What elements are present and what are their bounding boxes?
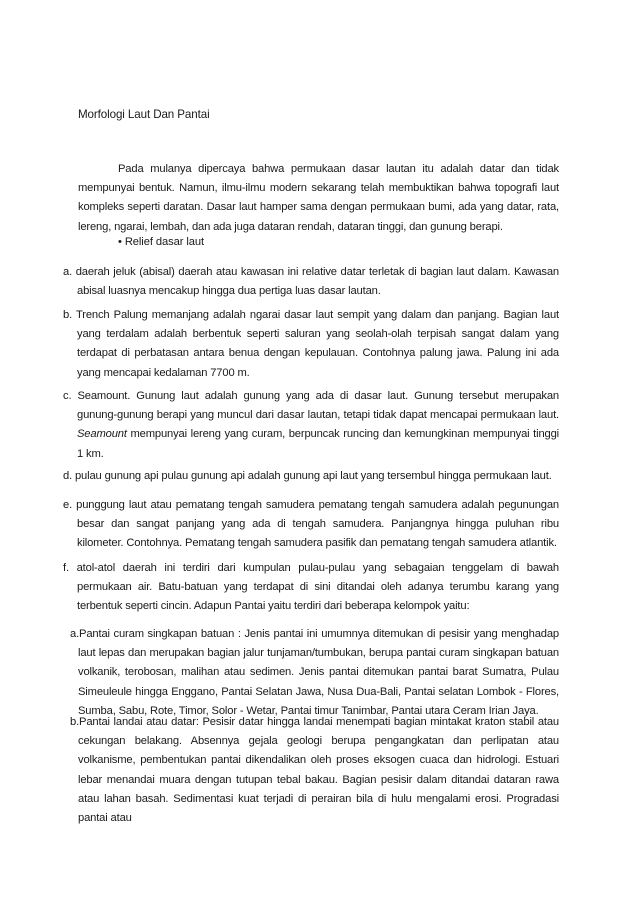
document-title: Morfologi Laut Dan Pantai bbox=[78, 108, 210, 121]
list-item-a: a. daerah jeluk (abisal) daerah atau kawasan ini relative datar terletak di bagian laut dalam. Kawasan abisal luasnya mencakup hingga dua pertiga luas dasar lautan. bbox=[63, 266, 559, 298]
list-item-c bbox=[63, 387, 559, 464]
seamount-italic: Seamount bbox=[77, 428, 127, 441]
list-item-f: f. atol-atol daerah ini terdiri dari kumpulan pulau-pulau yang sebagaian tenggelam di bawah permukaan air. Batu-batuan yang terdapat di sini ditandai oleh adanya terumbu karang yang terbentuk seperti cincin. Adapun Pantai yaitu terdiri dari beberapa kelompok yaitu: bbox=[63, 562, 559, 613]
intro-paragraph: Pada mulanya dipercaya bahwa permukaan dasar lautan itu adalah datar dan tidak mempunyai bentuk. Namun, ilmu-ilmu modern sekarang telah membuktikan bahwa topografi laut kompleks seperti daratan. Dasar laut hamper sama dengan permukaan bumi, ada yang datar, rata, lereng, ngarai, lembah, dan ada juga dataran rendah, dataran tinggi, dan gunung berapi. bbox=[78, 163, 559, 233]
bullet-heading: • Relief dasar laut bbox=[118, 236, 204, 248]
list-item-b: b. Trench Palung memanjang adalah ngarai dasar laut sempit yang dalam dan panjang. Bagian laut yang terdalam adalah berbentuk seperti saluran yang seolah-olah terpisah sangat dalam yang terdapat di perbatasan antara benua dengan kepulauan. Contohnya palung jawa. Palung ini ada yang mencapai kedalaman 7700 m. bbox=[63, 309, 559, 379]
list-item-e: e. punggung laut atau pematang tengah samudera pematang tengah samudera adalah pegunungan besar dan sangat panjang yang ada di tengah samudera. Panjangnya hingga puluhan ribu kilometer. Contohnya. Pematang tengah samudera pasifik dan pematang tengah samudera atlantik. bbox=[63, 499, 559, 550]
sub-item-a: a.Pantai curam singkapan batuan : Jenis pantai ini umumnya ditemukan di pesisir yang menghadap laut lepas dan merupakan bagian jalur tunjaman/tumbukan, berupa pantai curam singkapan batuan volkanik, terobosan, malihan atau sedimen. Jenis pantai ditemukan pantai barat Sumatra, Pulau Simeuleule hingga Enggano, Pantai Selatan Jawa, Nusa Dua-Bali, Pantai selatan Lombok - Flores, Sumba, Sabu, Rote, Timor, Solor - Wetar, Pantai timur Tanimbar, Pantai utara Ceram Irian Jaya. bbox=[70, 628, 559, 717]
list-item-c-text: c. Seamount. Gunung laut adalah gunung yang ada di dasar laut. Gunung tersebut merupakan gunung-gunung berapi yang muncul dari dasar lautan, tetapi tidak dapat mencapai permukaan laut. bbox=[63, 390, 559, 422]
list-item-c-text-end: mempunyai lereng yang curam, berpuncak runcing dan kemungkinan mempunyai tinggi 1 km. bbox=[77, 428, 559, 460]
sub-item-b: b.Pantai landai atau datar: Pesisir datar hingga landai menempati bagian mintakat kraton stabil atau cekungan belakang. Absennya gejala geologi berupa pengangkatan dan perlipatan atau volkanisme, pembentukan pantai dikendalikan oleh proses eksogen cuaca dan hidrologi. Estuari lebar menandai muara dengan tutupan tebal bakau. Bagian pesisir dalam ditandai dataran rawa atau lahan basah. Sedimentasi kuat terjadi di perairan bila di hulu mengalami erosi. Progradasi pantai atau bbox=[70, 716, 559, 825]
list-item-d: d. pulau gunung api pulau gunung api adalah gunung api laut yang tersembul hingga permukaan laut. bbox=[63, 470, 552, 482]
